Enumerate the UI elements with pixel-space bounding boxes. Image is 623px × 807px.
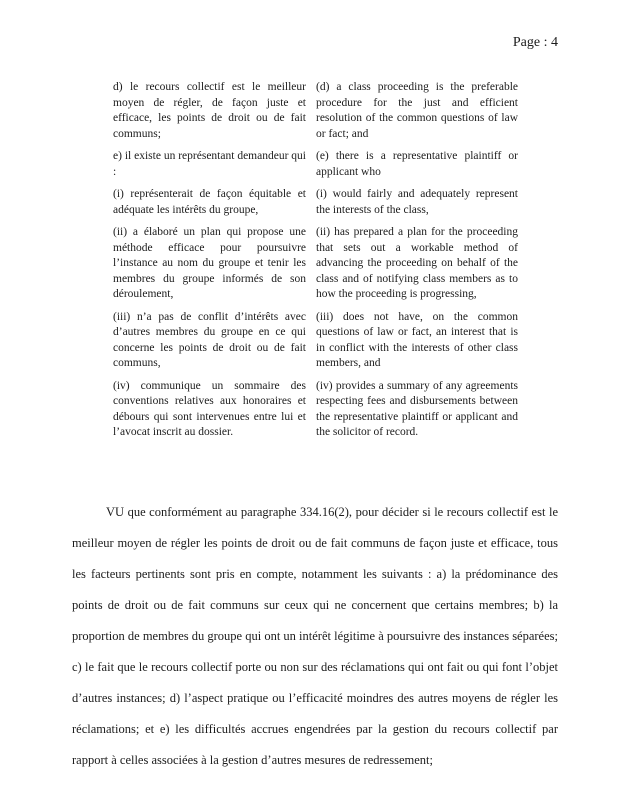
quote-paragraph-fr-ii: (ii) a élaboré un plan qui propose une méthode efficace pour poursuivre l’instance au nom du groupe et tenir les membres du groupe informés de son déroulement,: [113, 226, 306, 300]
quote-paragraph-fr-d: d) le recours collectif est le meilleur moyen de régler, de façon juste et efficace, les points de droit ou de fait communs;: [113, 81, 306, 140]
quote-paragraph-fr-e: e) il existe un représentant demandeur qui :: [113, 150, 306, 178]
vu-que-paragraph: VU que conformément au paragraphe 334.16(2), pour décider si le recours collectif est le meilleur moyen de régler les points de droit ou de fait communs de façon juste et efficace, tous les facteurs pertinents sont pris en compte, notamment les suivants : a) la prédominance des points de droit ou de fait communs sur ceux qui ne concernent que certains membres; b) la proportion de membres du groupe qui ont un intérêt légitime à poursuivre des instances séparées; c) le fait que le recours collectif porte ou non sur des réclamations qui ont fait ou qui font l’objet d’autres instances; d) l’aspect pratique ou l’efficacité moindres des autres moyens de régler les réclamations; et e) les difficultés accrues engendrées par la gestion du recours collectif par rapport à celles associées à la gestion d’autres mesures de redressement;: [72, 505, 558, 767]
quote-paragraph-en-e: (e) there is a representative plaintiff or applicant who: [316, 150, 518, 178]
quote-paragraph-en-ii: (ii) has prepared a plan for the proceeding that sets out a workable method of advancing the proceeding on behalf of the class and of notifying class members as to how the proceeding is progressing,: [316, 226, 518, 300]
quote-paragraph-fr-iv: (iv) communique un sommaire des conventions relatives aux honoraires et débours qui sont intervenues entre lui et l’avocat inscrit au dossier.: [113, 379, 306, 438]
quote-column-english: [316, 80, 518, 448]
quote-paragraph-fr-iii: (iii) n’a pas de conflit d’intérêts avec d’autres membres du groupe en ce qui concerne les points de droit ou de fait communs,: [113, 310, 306, 369]
quote-paragraph-en-iii: (iii) does not have, on the common questions of law or fact, an interest that is in conflict with the interests of other class members, and: [316, 310, 518, 369]
quote-column-french: [113, 80, 306, 448]
page-number: Page : 4: [512, 35, 558, 50]
quote-paragraph-en-d: (d) a class proceeding is the preferable procedure for the just and efficient resolution of the common questions of law or fact; and: [316, 81, 518, 140]
quote-paragraph-en-iv: (iv) provides a summary of any agreements respecting fees and disbursements between the representative plaintiff or applicant and the solicitor of record.: [316, 379, 518, 438]
bilingual-quote-block: [113, 80, 518, 448]
quote-paragraph-fr-i: (i) représenterait de façon équitable et adéquate les intérêts du groupe,: [113, 188, 306, 216]
quote-paragraph-en-i: (i) would fairly and adequately represent the interests of the class,: [316, 188, 518, 216]
